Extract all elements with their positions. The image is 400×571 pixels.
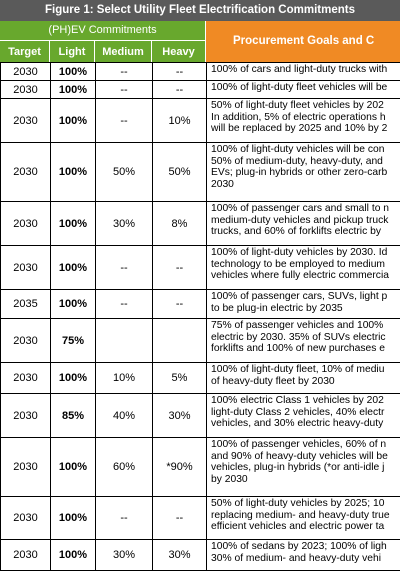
procurement-goal-line: light-duty Class 2 vehicles, 40% electr bbox=[211, 407, 400, 419]
table-row bbox=[1, 394, 400, 438]
procurement-goal-cell bbox=[207, 363, 400, 394]
medium-cell: -- bbox=[96, 497, 153, 540]
procurement-goal-cell bbox=[207, 497, 400, 540]
heavy-cell: 8% bbox=[153, 202, 207, 246]
medium-cell: -- bbox=[96, 99, 153, 143]
heavy-cell: 50% bbox=[153, 143, 207, 202]
procurement-goal-line: efficient vehicles and electric power ta bbox=[211, 521, 400, 533]
procurement-goal-line: of heavy-duty fleet by 2030 bbox=[211, 376, 400, 388]
heavy-cell: 30% bbox=[153, 394, 207, 438]
target-cell: 2030 bbox=[1, 246, 51, 290]
procurement-goal-line: 100% of light-duty vehicles by 2030. Id bbox=[211, 247, 400, 259]
table-row bbox=[1, 540, 400, 571]
heavy-header: Heavy bbox=[152, 40, 206, 62]
light-cell: 100% bbox=[51, 438, 96, 497]
table-row bbox=[1, 81, 400, 99]
target-cell: 2030 bbox=[1, 540, 51, 571]
table-row bbox=[1, 63, 400, 81]
light-cell: 100% bbox=[51, 363, 96, 394]
table-row bbox=[1, 319, 400, 363]
target-cell: 2030 bbox=[1, 438, 51, 497]
procurement-goal-line: 50% of light-duty fleet vehicles by 202 bbox=[211, 100, 400, 112]
phev-commitments-header: (PH)EV Commitments bbox=[0, 21, 206, 40]
heavy-cell: -- bbox=[153, 497, 207, 540]
medium-cell: 50% bbox=[96, 143, 153, 202]
figure-title: Figure 1: Select Utility Fleet Electrification Commitments bbox=[0, 0, 400, 21]
heavy-cell: -- bbox=[153, 246, 207, 290]
procurement-goal-line: will be replaced by 2025 and 10% by 2 bbox=[211, 123, 400, 135]
heavy-cell bbox=[153, 319, 207, 363]
procurement-goal-line: medium-duty vehicles and pickup truck bbox=[211, 215, 400, 227]
procurement-goal-line: 100% of cars and light-duty trucks with bbox=[211, 64, 400, 76]
heavy-cell: *90% bbox=[153, 438, 207, 497]
target-header: Target bbox=[0, 40, 50, 62]
light-cell: 100% bbox=[51, 246, 96, 290]
procurement-goal-line: In addition, 5% of electric operations h bbox=[211, 112, 400, 124]
light-cell: 100% bbox=[51, 202, 96, 246]
medium-cell: -- bbox=[96, 81, 153, 99]
procurement-goal-cell bbox=[207, 143, 400, 202]
heavy-cell: 10% bbox=[153, 99, 207, 143]
procurement-goal-line: 100% electric Class 1 vehicles by 202 bbox=[211, 395, 400, 407]
procurement-goal-cell bbox=[207, 540, 400, 571]
procurement-goal-line: 30% of medium- and heavy-duty vehi bbox=[211, 553, 400, 565]
procurement-goal-line: 50% of medium-duty, heavy-duty, and bbox=[211, 156, 400, 168]
procurement-goal-line: forklifts and 100% of new purchases e bbox=[211, 343, 400, 355]
medium-cell: 60% bbox=[96, 438, 153, 497]
procurement-goal-line: 2030 bbox=[211, 179, 400, 191]
procurement-goal-line: technology to be employed to medium bbox=[211, 259, 400, 271]
heavy-cell: 30% bbox=[153, 540, 207, 571]
target-cell: 2030 bbox=[1, 81, 51, 99]
target-cell: 2035 bbox=[1, 290, 51, 319]
table-row bbox=[1, 438, 400, 497]
procurement-goals-header: Procurement Goals and C bbox=[206, 21, 400, 62]
medium-header: Medium bbox=[95, 40, 152, 62]
procurement-goal-cell bbox=[207, 99, 400, 143]
procurement-goal-line: to be plug-in electric by 2035 bbox=[211, 303, 400, 315]
procurement-goal-cell bbox=[207, 290, 400, 319]
procurement-goal-cell bbox=[207, 319, 400, 363]
procurement-goal-line: 100% of passenger vehicles, 60% of n bbox=[211, 439, 400, 451]
medium-cell bbox=[96, 319, 153, 363]
target-cell: 2030 bbox=[1, 363, 51, 394]
heavy-cell: 5% bbox=[153, 363, 207, 394]
procurement-goal-line: vehicles where fully electric commercia bbox=[211, 270, 400, 282]
table-row bbox=[1, 497, 400, 540]
light-cell: 100% bbox=[51, 63, 96, 81]
light-cell: 100% bbox=[51, 290, 96, 319]
procurement-goal-line: electric by 2030. 35% of SUVs electric bbox=[211, 332, 400, 344]
target-cell: 2030 bbox=[1, 497, 51, 540]
table-row bbox=[1, 246, 400, 290]
procurement-goal-cell bbox=[207, 63, 400, 81]
medium-cell: 40% bbox=[96, 394, 153, 438]
medium-cell: -- bbox=[96, 246, 153, 290]
procurement-goal-line: 100% of light-duty vehicles will be con bbox=[211, 144, 400, 156]
procurement-goal-line: by 2030 bbox=[211, 474, 400, 486]
medium-cell: 30% bbox=[96, 540, 153, 571]
light-cell: 85% bbox=[51, 394, 96, 438]
table-row bbox=[1, 202, 400, 246]
procurement-goal-line: 50% of light-duty vehicles by 2025; 10 bbox=[211, 498, 400, 510]
target-cell: 2030 bbox=[1, 394, 51, 438]
procurement-goal-line: vehicles, and 30% electric heavy-duty bbox=[211, 418, 400, 430]
target-cell: 2030 bbox=[1, 99, 51, 143]
procurement-goal-line: replacing medium- and heavy-duty true bbox=[211, 510, 400, 522]
medium-cell: 10% bbox=[96, 363, 153, 394]
procurement-goal-line: 100% of passenger cars, SUVs, light p bbox=[211, 291, 400, 303]
light-cell: 75% bbox=[51, 319, 96, 363]
target-cell: 2030 bbox=[1, 319, 51, 363]
procurement-goal-line: 100% of passenger cars and small to n bbox=[211, 203, 400, 215]
procurement-goal-line: vehicles, plug-in hybrids (*or anti-idle j bbox=[211, 462, 400, 474]
procurement-goal-line: and 90% of heavy-duty vehicles will be bbox=[211, 451, 400, 463]
procurement-goal-cell bbox=[207, 246, 400, 290]
procurement-goal-line: EVs; plug-in hybrids or other zero-carb bbox=[211, 167, 400, 179]
light-cell: 100% bbox=[51, 540, 96, 571]
medium-cell: -- bbox=[96, 63, 153, 81]
target-cell: 2030 bbox=[1, 202, 51, 246]
light-cell: 100% bbox=[51, 497, 96, 540]
light-cell: 100% bbox=[51, 81, 96, 99]
medium-cell: -- bbox=[96, 290, 153, 319]
table-row bbox=[1, 99, 400, 143]
procurement-goal-line: 75% of passenger vehicles and 100% bbox=[211, 320, 400, 332]
target-cell: 2030 bbox=[1, 63, 51, 81]
table-row bbox=[1, 143, 400, 202]
procurement-goal-cell bbox=[207, 81, 400, 99]
procurement-goal-cell bbox=[207, 438, 400, 497]
heavy-cell: -- bbox=[153, 290, 207, 319]
procurement-goal-cell bbox=[207, 202, 400, 246]
procurement-goal-line: 100% of light-duty fleet vehicles will be bbox=[211, 82, 400, 94]
procurement-goal-line: trucks, and 60% of forklifts electric by bbox=[211, 226, 400, 238]
procurement-goal-line: 100% of sedans by 2023; 100% of ligh bbox=[211, 541, 400, 553]
target-cell: 2030 bbox=[1, 143, 51, 202]
procurement-goal-line: 100% of light-duty fleet, 10% of mediu bbox=[211, 364, 400, 376]
table-row bbox=[1, 290, 400, 319]
medium-cell: 30% bbox=[96, 202, 153, 246]
commitments-table bbox=[0, 62, 400, 571]
procurement-goal-cell bbox=[207, 394, 400, 438]
light-header: Light bbox=[50, 40, 95, 62]
light-cell: 100% bbox=[51, 99, 96, 143]
light-cell: 100% bbox=[51, 143, 96, 202]
heavy-cell: -- bbox=[153, 81, 207, 99]
table-row bbox=[1, 363, 400, 394]
heavy-cell: -- bbox=[153, 63, 207, 81]
